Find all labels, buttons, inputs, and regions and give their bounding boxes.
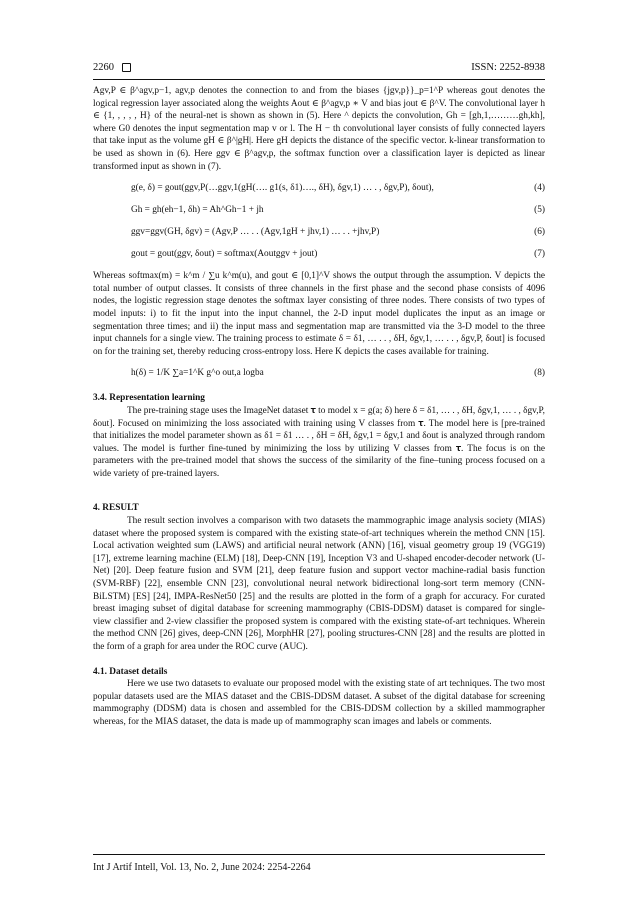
equation-5	[93, 204, 545, 217]
equation-number: (8)	[534, 368, 545, 379]
header-left	[93, 62, 131, 73]
equation-number: (7)	[534, 249, 545, 260]
page-number: 2260	[93, 61, 114, 73]
paragraph-convolution: Agv,P ∈ β^agv,p−1, agv,p denotes the connection to and from the biases {jgv,p}}_p=1^P whereas gout denotes the logical regression layer associated along the weights Aout ∈ β^agv,p ∗ V and bias jout ∈ β^V. The convolutional layer h ∈ {1, , , , , H} of the neural-net is shown as shown in (5). Here ^ depicts the convolution, Gh = [gh,1,………gh,kh], where G0 denotes the input segmentation map v or l. The H − th convolutional layer consists of fully connected layers that take input as the volume gH ∈ β^|gH|. Here gH depicts the distance of the specific vector. k-linear transformation to be used as shown in (6). Here ggv ∈ β^agv,p, the softmax function over a classification layer is depicted as linear transformed input as shown in (7).	[93, 86, 545, 172]
equation-expression: h(δ) = 1/K ∑a=1^K g^o out,a logba	[131, 368, 264, 379]
journal-issn: ISSN: 2252-8938	[471, 61, 545, 73]
equation-expression: gout = gout(ggv, δout) = softmax(Aoutggv + jout)	[131, 249, 318, 260]
section-heading-3-4: 3.4. Representation learning	[93, 393, 205, 404]
equation-number: (5)	[534, 205, 545, 216]
section-heading-4: 4. RESULT	[93, 503, 139, 514]
section-heading-4-1: 4.1. Dataset details	[93, 666, 168, 677]
equation-4	[93, 182, 545, 195]
equation-8	[93, 367, 545, 380]
paragraph-representation-learning: The pre-training stage uses the ImageNet dataset 𝛕 to model x = g(a; δ) here δ = δ1, … . , δH, δgv,1, … . , δgv,P, δout]. Focused on minimizing the loss associated with training using V classes from 𝛕. The model here is [pre-trained that initializes the model parameter shown as δ1 = δ1 … . , δH = δH, δgv,1 = δgv,1 and δout is analyzed through random values. The model is further fine-tuned by minimizing the loss by utilizing V classes from 𝛕. The focus is on the parameters with the pre-trained model that shows the success of the similarity of the fine–tuning process focused on a wide variety of pre-trained layers.	[93, 405, 545, 479]
square-icon	[122, 63, 131, 72]
equation-expression: ggv=ggv(GH, δgv) = (Agv,P … . . (Agv,1gH + jhv,1) … . . +jhv,P)	[131, 227, 380, 238]
equation-6	[93, 226, 545, 239]
body-text	[93, 85, 545, 729]
running-footer: Int J Artif Intell, Vol. 13, No. 2, June 2024: 2254-2264	[93, 862, 311, 873]
equation-number: (6)	[534, 227, 545, 238]
equation-expression: Gh = gh(eh−1, δh) = Ah^Gh−1 + jh	[131, 205, 264, 216]
footer-rule	[93, 854, 545, 855]
header-rule	[93, 79, 545, 80]
paragraph-softmax: Whereas softmax(m) = k^m / ∑u k^m(u), and gout ∈ [0,1]^V shows the output through the assumption. V depicts the total number of output classes. It consists of three channels in the first phase and the second phase consists of 4096 nodes, the logistic regression stage denotes the softmax layer consisting of three nodes. There consists of two types of model inputs: i) to fit the input into the input channel, the 2-D input model duplicates the input as an image or segmentation three times; and ii) the input mass and segmentation map are transmitted via the 3-D model to the three input channels for a single view. The training process to estimate δ = δ1, … . . , δH, δgv,1, … . . , δgv,P, δout] is focused on for the training set, thereby reducing cross-entropy loss. Here K depicts the cases available for training.	[93, 271, 545, 357]
equation-number: (4)	[534, 183, 545, 194]
running-header	[93, 60, 545, 74]
paragraph-dataset-details: Here we use two datasets to evaluate our proposed model with the existing state of art techniques. The two most popular datasets used are the MIAS dataset and the CBIS-DDSM dataset. A subset of the digital database for screening mammography (DDSM) data is chosen and assembled for the CBIS-DDSM collection by a skilled mammographer whereas, for the MIAS dataset, the data is made up of mammography scan images and labels or comments.	[93, 679, 545, 727]
equation-7	[93, 248, 545, 261]
equation-expression: g(e, δ) = gout(ggv,P(…ggv,1(gH(…. g1(s, δ1)…., δH), δgv,1) … . , δgv,P), δout),	[131, 183, 434, 194]
paragraph-result: The result section involves a comparison with two datasets the mammographic image analysis society (MIAS) dataset where the proposed system is compared with the existing state-of-art techniques wherein the method CNN [15]. Local activation weighted sum (LAWS) and artificial neural network (ANN) [16], visual geometry group 19 (VGG19) [17], extreme learning machine (ELM) [18], Deep-CNN [19], Inception V3 and U-shaped encoder-decoder network (U-Net) [20]. Deep feature fusion and SVM [21], deep feature fusion and support vector machine-radial basis function (SVM-RBF) [22], ensemble CNN [23], convolutional neural network bidirectional long-sort term memory (CNN-BiLSTM) [ES] [24], IMPA-ResNet50 [25] and the results are plotted in the form of a graph for accuracy. For curated breast imaging subset of digital database for screening mammography (CBIS-DDSM) dataset is compared for single-view classifier and 2-view classifier the proposed system is compared with the existing state-of-art techniques. Wherein the method CNN [26] gives, deep-CNN [26], MorphHR [27], pooling structures-CNN [28] and the results are plotted in the form of a graph for area under the ROC curve (AUC).	[93, 516, 545, 652]
